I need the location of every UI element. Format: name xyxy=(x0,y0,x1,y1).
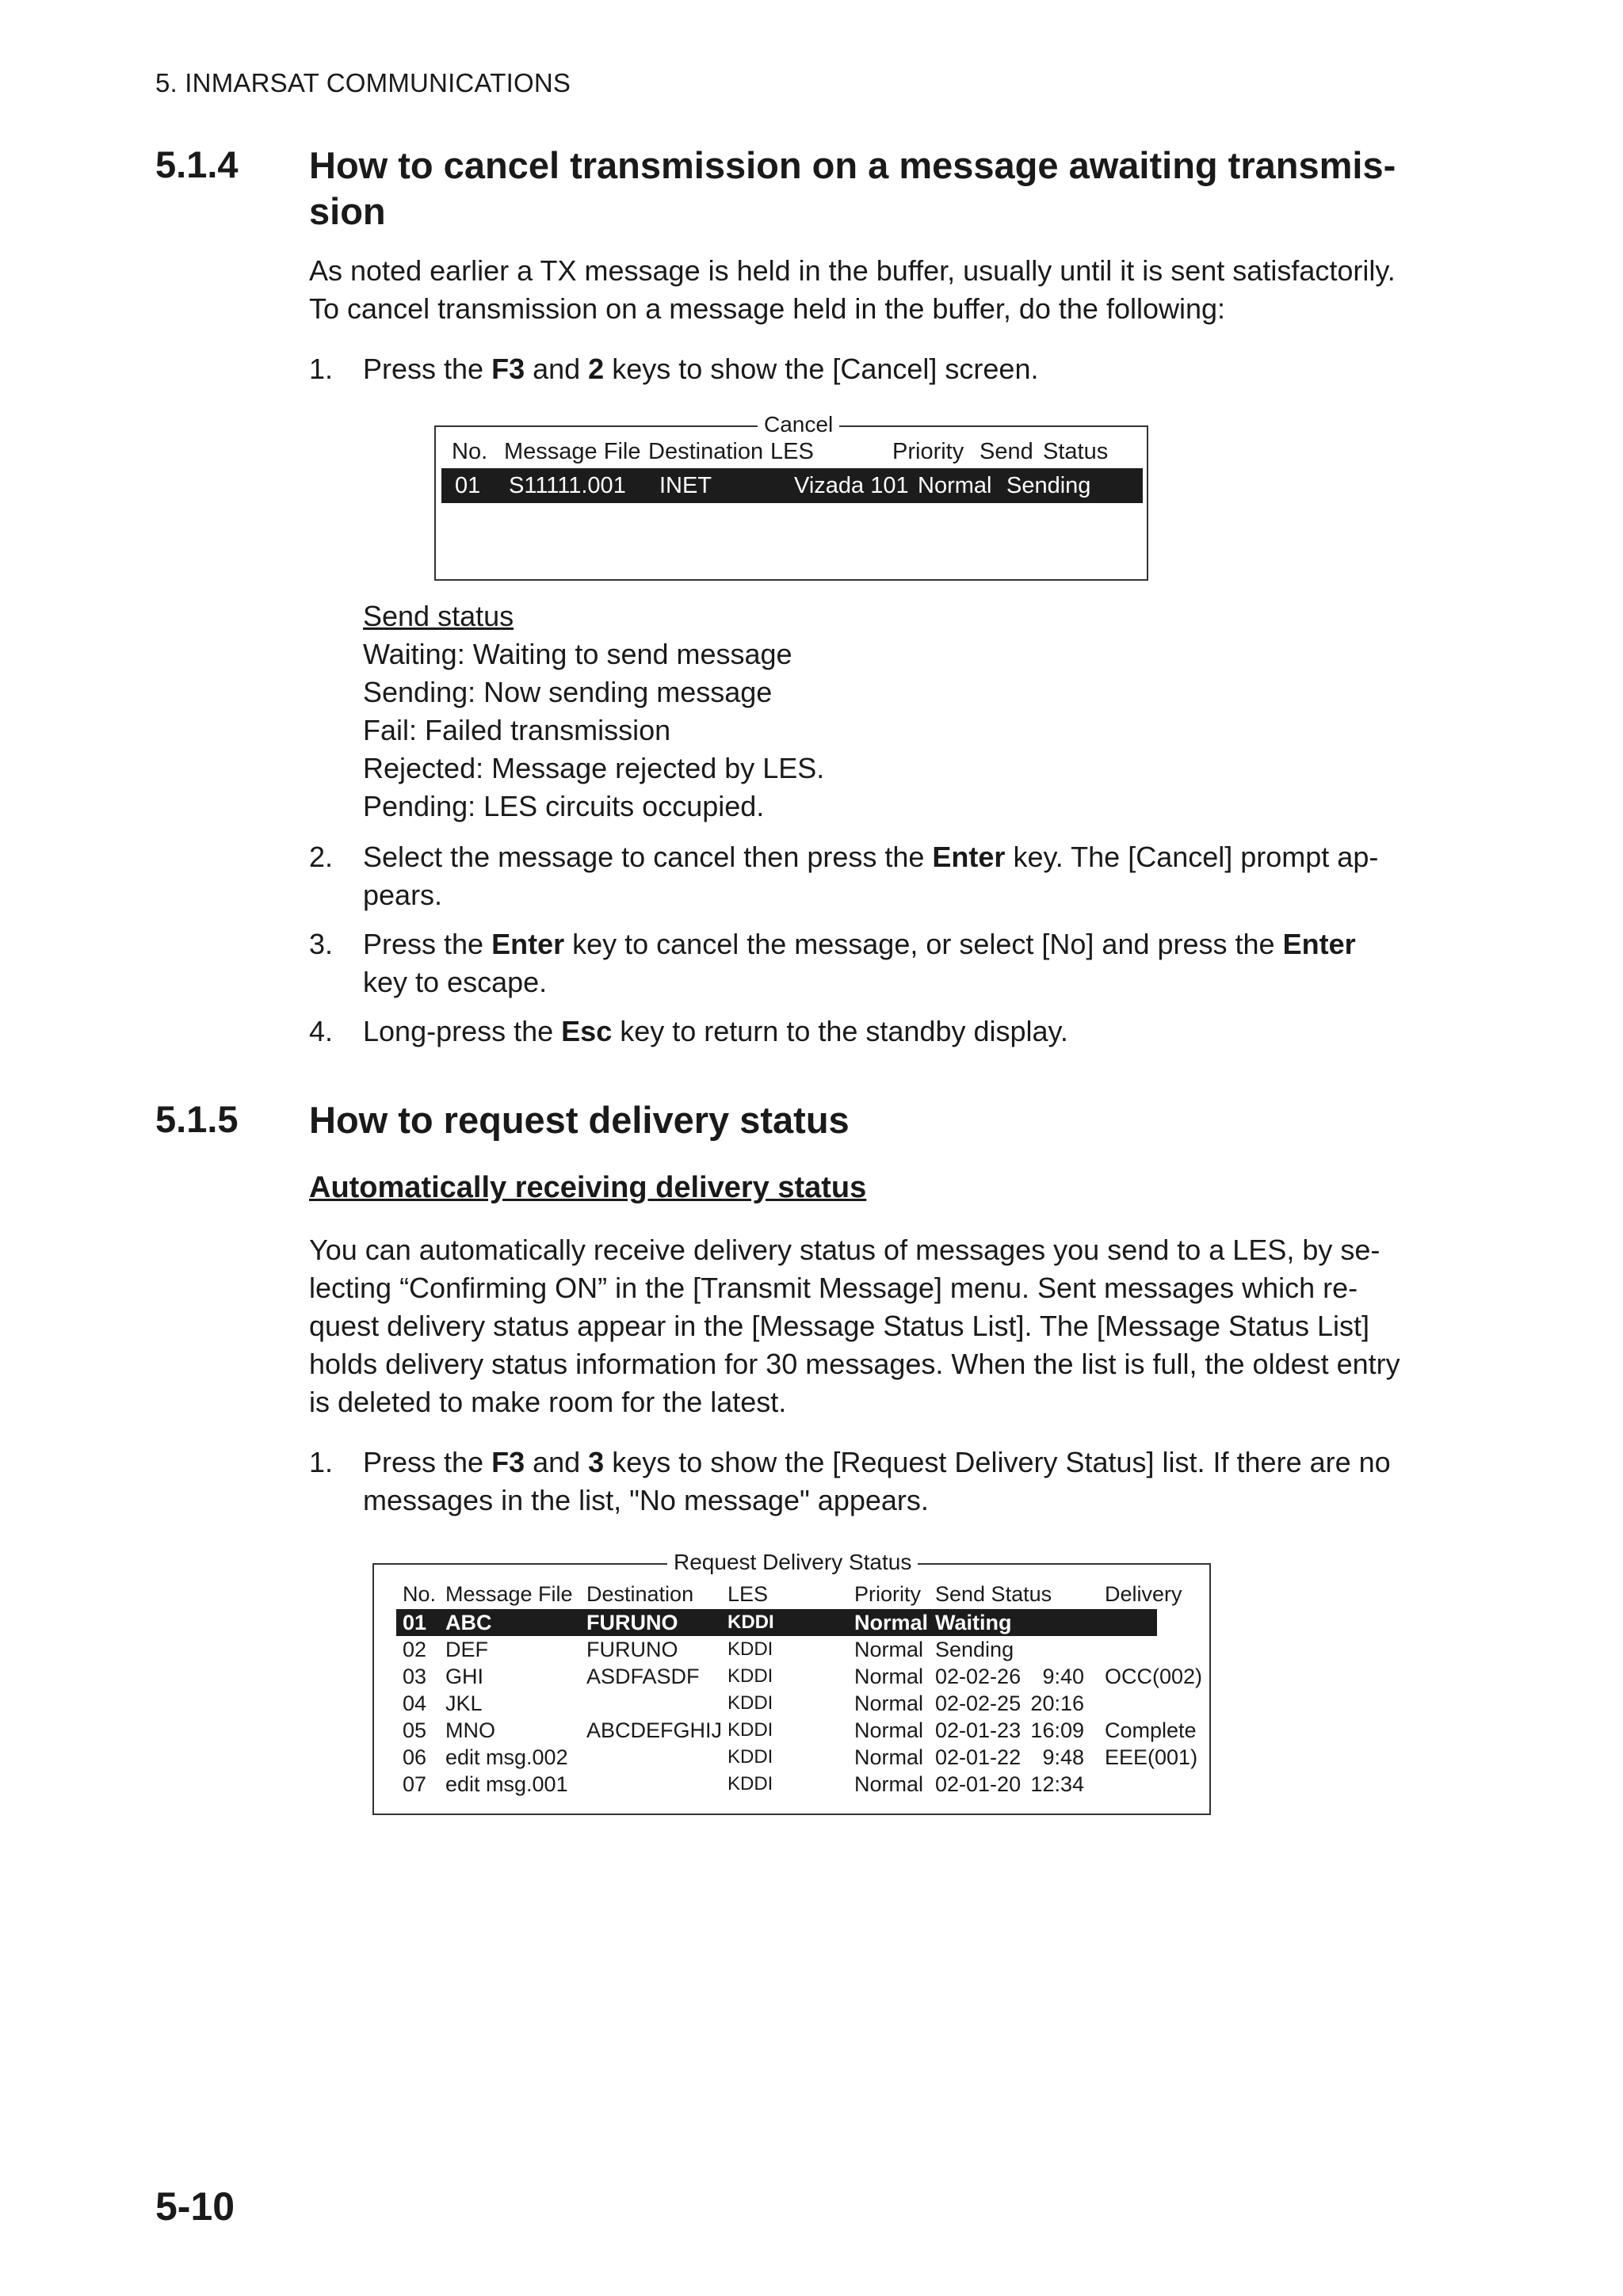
column-header: Message File xyxy=(504,439,641,464)
row-send-status: 02-01-23 xyxy=(935,1718,1022,1742)
row-file: ABC xyxy=(445,1611,492,1634)
row-delivery: Complete xyxy=(1105,1718,1197,1742)
paragraph-line: As noted earlier a TX message is held in the buffer, usually until it is sent satisfactorily. xyxy=(309,254,1396,287)
paragraph-line: You can automatically receive delivery status of messages you send to a LES, by se- xyxy=(309,1234,1381,1266)
row-send-status: 02-02-25 xyxy=(935,1691,1022,1715)
text: key to return to the standby display. xyxy=(612,1015,1068,1047)
subheading: Automatically receiving delivery status xyxy=(309,1171,867,1204)
paragraph-line: quest delivery status appear in the [Message Status List]. The [Message Status List] xyxy=(309,1310,1370,1342)
send-status-item: Waiting: Waiting to send message xyxy=(363,638,792,670)
step-line xyxy=(363,925,1441,963)
send-status-item: Sending: Now sending message xyxy=(363,676,773,708)
row-destination: INET xyxy=(659,473,712,498)
step-4-text xyxy=(363,1013,1441,1051)
column-header: Delivery xyxy=(1105,1582,1182,1606)
column-header: Destination xyxy=(586,1582,694,1606)
step-line xyxy=(363,838,1441,876)
row-delivery: OCC(002) xyxy=(1105,1665,1203,1688)
text: Select the message to cancel then press the xyxy=(363,841,933,873)
step-2-text xyxy=(363,838,1441,914)
section-number: 5.1.4 xyxy=(155,143,239,185)
column-header: No. xyxy=(452,439,488,464)
step-line xyxy=(363,1444,1441,1482)
row-no: 06 xyxy=(403,1745,427,1769)
row-file: JKL xyxy=(445,1691,483,1715)
intro-paragraph xyxy=(309,252,1434,328)
text: key to cancel the message, or select [No] and press the xyxy=(564,928,1283,960)
row-priority: Normal xyxy=(854,1638,924,1661)
row-send-status: Waiting xyxy=(935,1611,1012,1634)
column-header: Priority xyxy=(892,439,964,464)
section-title: How to request delivery status xyxy=(309,1099,850,1141)
row-send-time: 9:40 xyxy=(1042,1665,1084,1688)
step-line: pears. xyxy=(363,879,443,911)
step-1-text xyxy=(363,1444,1441,1520)
row-priority: Normal xyxy=(854,1772,924,1796)
page-number: 5-10 xyxy=(155,2184,235,2229)
step-line: messages in the list, "No message" appears. xyxy=(363,1484,929,1516)
row-les: KDDI xyxy=(727,1773,773,1794)
send-status-item: Rejected: Message rejected by LES. xyxy=(363,752,825,784)
row-send-status: 02-01-22 xyxy=(935,1745,1022,1769)
section-title xyxy=(309,143,1458,235)
row-send-time: 20:16 xyxy=(1030,1691,1084,1715)
row-priority: Normal xyxy=(918,473,992,498)
column-header: Message File xyxy=(445,1582,573,1606)
section-number: 5.1.5 xyxy=(155,1098,239,1140)
row-destination: ABCDEFGHIJ xyxy=(586,1718,723,1742)
row-no: 05 xyxy=(403,1718,427,1742)
paragraph-line: To cancel transmission on a message held in the buffer, do the following: xyxy=(309,292,1226,325)
row-send-time: 16:09 xyxy=(1030,1718,1084,1742)
text: Press the xyxy=(363,928,492,960)
row-priority: Normal xyxy=(854,1665,924,1688)
request-delivery-status-screen xyxy=(372,1550,1211,1815)
row-les: KDDI xyxy=(727,1719,773,1741)
step-number: 3. xyxy=(309,928,334,960)
key-name: Enter xyxy=(1282,928,1356,960)
row-no: 03 xyxy=(403,1665,427,1688)
text: keys to show the [Cancel] screen. xyxy=(604,353,1039,385)
row-priority: Normal xyxy=(854,1611,929,1634)
row-file: DEF xyxy=(445,1638,488,1661)
row-priority: Normal xyxy=(854,1745,924,1769)
row-les: Vizada 101 xyxy=(794,473,909,498)
step-number: 4. xyxy=(309,1015,334,1047)
text: and xyxy=(525,1446,589,1478)
step-number: 1. xyxy=(309,353,334,385)
text: Press the xyxy=(363,353,492,385)
key-name: F3 xyxy=(491,1446,525,1478)
section-title-line: How to cancel transmission on a message awaiting transmis- xyxy=(309,144,1396,186)
row-file: MNO xyxy=(445,1718,495,1742)
row-les: KDDI xyxy=(727,1692,773,1714)
step-1-text xyxy=(363,350,1441,388)
text: Long-press the xyxy=(363,1015,562,1047)
row-destination: ASDFASDF xyxy=(586,1665,700,1688)
row-destination: FURUNO xyxy=(586,1611,678,1634)
section-title-line: sion xyxy=(309,190,386,232)
column-header: Status xyxy=(1043,439,1109,464)
row-delivery: EEE(001) xyxy=(1105,1745,1198,1769)
row-no: 04 xyxy=(403,1691,427,1715)
text: key. The [Cancel] prompt ap- xyxy=(1005,841,1379,873)
row-file: edit msg.001 xyxy=(445,1772,568,1796)
step-3-text xyxy=(363,925,1441,1001)
row-file: edit msg.002 xyxy=(445,1745,568,1769)
column-header: LES xyxy=(770,439,814,464)
column-header: Send xyxy=(980,439,1033,464)
row-priority: Normal xyxy=(854,1691,924,1715)
key-name: 3 xyxy=(588,1446,605,1478)
row-no: 02 xyxy=(403,1638,427,1661)
row-file: GHI xyxy=(445,1665,484,1688)
key-name: Esc xyxy=(561,1015,613,1047)
key-name: F3 xyxy=(491,353,525,385)
paragraph-line: holds delivery status information for 30 messages. When the list is full, the oldest entry xyxy=(309,1348,1400,1380)
text: Press the xyxy=(363,1446,492,1478)
column-header: Priority xyxy=(854,1582,922,1606)
running-header: 5. INMARSAT COMMUNICATIONS xyxy=(155,68,571,97)
row-file: S11111.001 xyxy=(509,473,626,498)
row-send-time: 12:34 xyxy=(1030,1772,1084,1796)
key-name: Enter xyxy=(491,928,565,960)
screen-title: Cancel xyxy=(758,413,839,437)
text: keys to show the [Request Delivery Status] list. If there are no xyxy=(604,1446,1391,1478)
row-send-time: 9:48 xyxy=(1042,1745,1084,1769)
row-no: 01 xyxy=(403,1611,427,1634)
cancel-screen xyxy=(434,412,1148,581)
row-priority: Normal xyxy=(854,1718,924,1742)
row-les: KDDI xyxy=(727,1611,774,1633)
row-les: KDDI xyxy=(727,1746,773,1768)
step-line: key to escape. xyxy=(363,966,548,998)
delivery-status-paragraph xyxy=(309,1231,1434,1421)
paragraph-line: is deleted to make room for the latest. xyxy=(309,1386,787,1418)
selected-row-highlight[interactable] xyxy=(396,1609,1157,1636)
row-send-status: 02-01-20 xyxy=(935,1772,1022,1796)
column-header: No. xyxy=(403,1582,437,1606)
row-les: KDDI xyxy=(727,1665,773,1687)
send-status-item: Pending: LES circuits occupied. xyxy=(363,790,765,822)
text: and xyxy=(525,353,589,385)
column-header: Send Status xyxy=(935,1582,1052,1606)
key-name: Enter xyxy=(932,841,1006,873)
row-les: KDDI xyxy=(727,1638,773,1660)
row-send-status: Sending xyxy=(935,1638,1014,1661)
row-send-status: 02-02-26 xyxy=(935,1665,1022,1688)
screen-title: Request Delivery Status xyxy=(667,1550,918,1574)
column-header: LES xyxy=(727,1582,769,1606)
paragraph-line: lecting “Confirming ON” in the [Transmit Message] menu. Sent messages which re- xyxy=(309,1272,1358,1304)
key-name: 2 xyxy=(588,353,605,385)
row-no: 07 xyxy=(403,1772,427,1796)
step-number: 2. xyxy=(309,841,334,873)
send-status-title: Send status xyxy=(363,600,514,632)
column-header: Destination xyxy=(648,439,764,464)
step-number: 1. xyxy=(309,1446,334,1478)
row-destination: FURUNO xyxy=(586,1638,678,1661)
row-status: Sending xyxy=(1006,473,1091,498)
row-no: 01 xyxy=(455,473,481,498)
send-status-item: Fail: Failed transmission xyxy=(363,714,671,746)
